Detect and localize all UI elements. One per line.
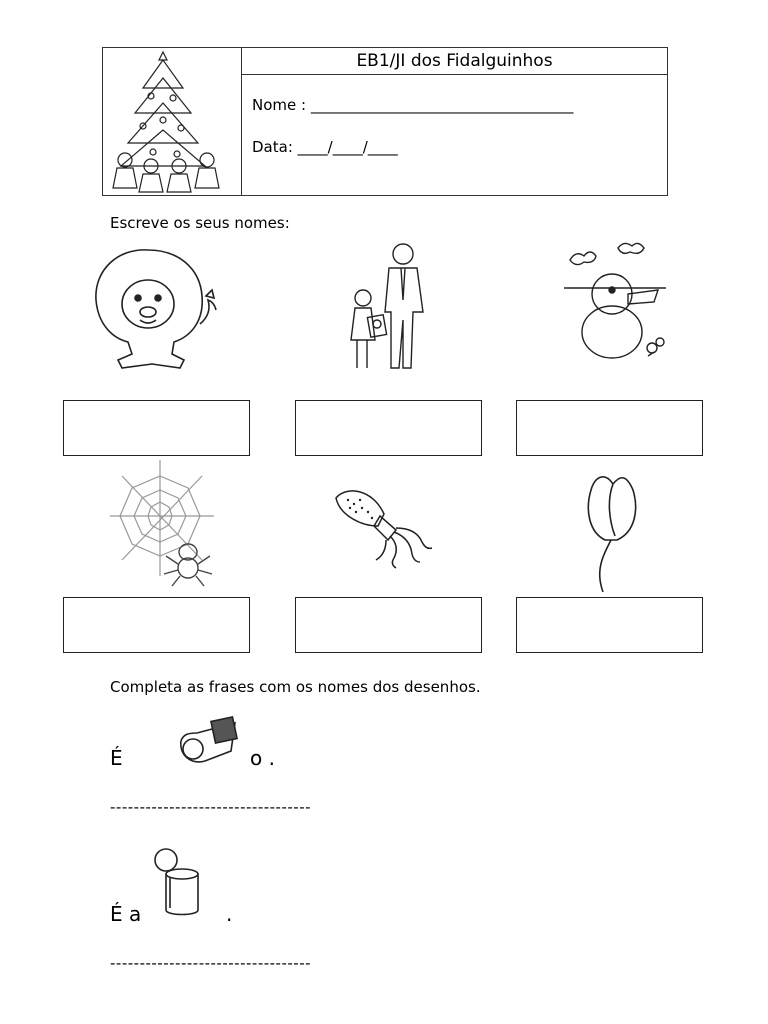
tulip-icon (583, 470, 645, 594)
answer-box-squid[interactable] (295, 597, 482, 653)
lion-icon (88, 244, 223, 372)
date-field-label: Data: ____/____/____ (252, 138, 398, 156)
header-box (102, 47, 668, 196)
father-daughter-icon (345, 240, 440, 374)
spider-web-icon (106, 456, 224, 588)
school-title: EB1/JI dos Fidalguinhos (242, 48, 667, 75)
answer-box-tulip[interactable] (516, 597, 703, 653)
exercise1-instruction: Escreve os seus nomes: (110, 214, 290, 232)
exercise2-instruction: Completa as frases com os nomes dos desenhos. (110, 678, 481, 696)
sentence2-answer-line: ---------------------------------- (110, 954, 312, 972)
squid-icon (332, 486, 435, 570)
sentence1-end: o . (250, 746, 275, 770)
whistle-icon (175, 715, 240, 767)
duck-icon (562, 238, 670, 364)
header-image-cell (103, 48, 242, 195)
answer-box-duck[interactable] (516, 400, 703, 456)
tin-can-icon (150, 848, 210, 918)
sentence1-start: É (110, 746, 123, 770)
sentence2-start: É a (110, 902, 142, 926)
answer-box-lion[interactable] (63, 400, 250, 456)
sentence1-answer-line: ---------------------------------- (110, 798, 312, 816)
christmas-tree-icon (103, 48, 241, 195)
answer-box-web[interactable] (63, 597, 250, 653)
answer-box-father[interactable] (295, 400, 482, 456)
name-field-label: Nome : ___________________________________ (252, 96, 574, 114)
sentence2-end: . (226, 902, 233, 926)
